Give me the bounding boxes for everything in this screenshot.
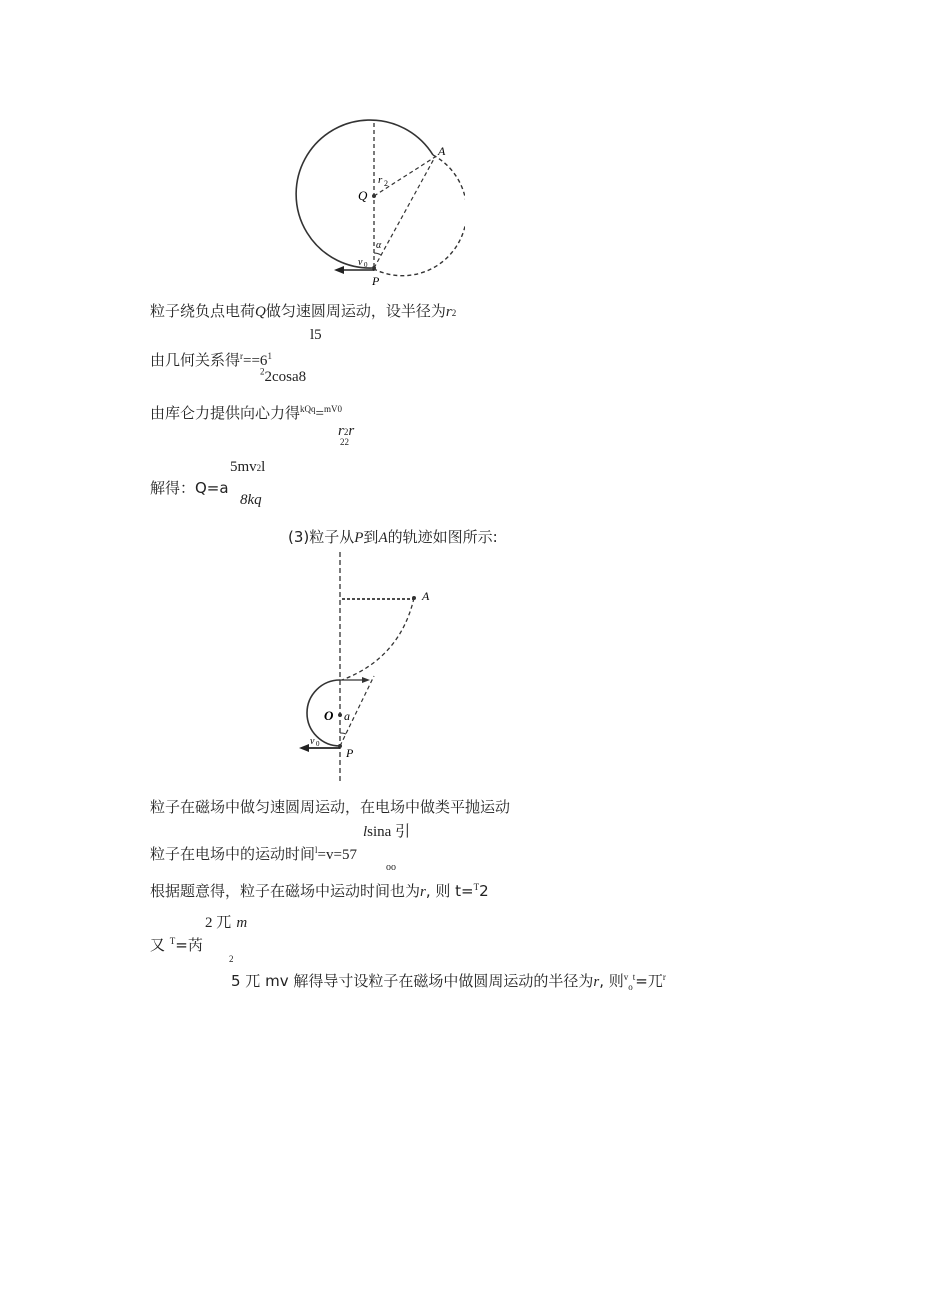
label-v: v bbox=[358, 257, 363, 268]
label-v: v bbox=[310, 736, 315, 747]
superscript: r bbox=[662, 972, 666, 982]
figure-trajectory-diagram bbox=[290, 548, 450, 788]
subscript: 2 bbox=[343, 427, 349, 437]
fraction-numerator: l5 bbox=[310, 327, 322, 343]
fraction-numerator bbox=[363, 820, 410, 841]
arrow-head bbox=[362, 677, 370, 683]
fraction-denominator: 8kq bbox=[240, 492, 262, 508]
superscript: mV0 bbox=[323, 404, 342, 414]
superscript: 2 bbox=[260, 366, 265, 377]
text-line-8 bbox=[150, 880, 489, 901]
equation: =v=57 bbox=[317, 847, 357, 863]
fraction-denominator: 2 bbox=[229, 954, 234, 964]
text-span: 由几何关系得 bbox=[150, 351, 241, 369]
text-line-4: 解得：Q=a bbox=[150, 479, 229, 497]
label-r-sub: 2 bbox=[384, 179, 388, 188]
text-line-6: 粒子在磁场中做匀速圆周运动，在电场中做类平抛运动 bbox=[150, 798, 511, 816]
equation: 5mv bbox=[230, 459, 257, 475]
text-line-2 bbox=[150, 349, 272, 370]
label-o: O bbox=[324, 708, 334, 723]
text-line-10 bbox=[231, 970, 666, 992]
dashed-arc bbox=[372, 155, 465, 276]
label-a: A bbox=[438, 144, 446, 158]
label-p: P bbox=[372, 274, 380, 288]
var-m: m bbox=[236, 915, 248, 931]
superscript: 1 bbox=[267, 351, 272, 361]
label-q: Q bbox=[358, 188, 368, 203]
text-span: 的轨迹如图所示: bbox=[387, 528, 498, 546]
equation: =芮 bbox=[175, 936, 203, 954]
chord-line bbox=[374, 157, 435, 268]
fraction-numerator bbox=[205, 911, 247, 932]
figure-circle-diagram bbox=[290, 115, 465, 290]
fraction-numerator bbox=[230, 456, 265, 476]
equation: =兀 bbox=[635, 972, 663, 990]
equation: ==6 bbox=[243, 353, 268, 369]
text-line-7 bbox=[150, 843, 357, 864]
text-span: 到 bbox=[363, 528, 379, 546]
text-span: , 则 t= bbox=[425, 882, 474, 900]
fraction-denominator: oo bbox=[386, 862, 396, 873]
subscript: 2 bbox=[451, 308, 457, 318]
angle-arc bbox=[340, 733, 346, 734]
var-r: r bbox=[338, 423, 344, 439]
var-a: A bbox=[378, 530, 388, 546]
var-r: r bbox=[348, 423, 355, 439]
arrow-head bbox=[334, 266, 344, 274]
subscript: o bbox=[628, 982, 633, 992]
parabola-path bbox=[342, 598, 414, 680]
text-span: 2 bbox=[479, 882, 489, 900]
radius-line bbox=[374, 157, 435, 196]
point-q bbox=[372, 194, 376, 198]
text-span: 5 兀 mv 解得导寸设粒子在磁场中做圆周运动的半径为 bbox=[231, 972, 594, 990]
label-v-sub: 0 bbox=[316, 740, 320, 748]
text-span: 粒子绕负点电荷 bbox=[150, 302, 256, 320]
var-p: P bbox=[354, 530, 364, 546]
fraction-denominator bbox=[260, 366, 306, 386]
text-line-9 bbox=[150, 934, 203, 955]
superscript: r bbox=[240, 351, 244, 361]
text-line-5 bbox=[288, 526, 498, 547]
text-line-1 bbox=[150, 300, 456, 321]
equation: sina 引 bbox=[367, 824, 411, 840]
label-p: P bbox=[346, 746, 354, 760]
var-r: r bbox=[445, 304, 452, 320]
text-span: 做匀速圆周运动，设半径为 bbox=[265, 302, 446, 320]
equation: 2 兀 bbox=[205, 915, 232, 931]
text-span: (3)粒子从 bbox=[288, 528, 355, 546]
label-a: A bbox=[422, 589, 430, 603]
text-span: 根据题意得，粒子在磁场中运动时间也为 bbox=[150, 882, 421, 900]
var-q: Q bbox=[255, 304, 266, 320]
subscript: 2 bbox=[256, 463, 262, 473]
equation: l bbox=[261, 459, 266, 475]
label-r: r bbox=[378, 174, 383, 186]
arrow-head bbox=[299, 744, 309, 752]
superscript: T bbox=[169, 936, 176, 946]
var-r: r bbox=[420, 884, 426, 900]
equation: 2cosa8 bbox=[264, 369, 307, 385]
superscript: T bbox=[473, 882, 480, 892]
text-span: 粒子在电场中的运动时间 bbox=[150, 845, 316, 863]
subscript-line: 22 bbox=[340, 437, 349, 447]
equation: = bbox=[315, 406, 324, 422]
label-alpha: α bbox=[376, 240, 382, 251]
point-o bbox=[338, 713, 342, 717]
text-span: , 则 bbox=[599, 972, 624, 990]
superscript: v bbox=[623, 972, 629, 982]
text-line-3 bbox=[150, 402, 342, 423]
angle-arc bbox=[374, 253, 381, 255]
superscript: l bbox=[315, 845, 318, 855]
var-r: r bbox=[593, 974, 600, 990]
var-l: l bbox=[363, 824, 368, 840]
text-span: 由库仑力提供向心力得 bbox=[150, 404, 301, 422]
superscript: t bbox=[632, 972, 636, 982]
text-span: 又 bbox=[150, 936, 166, 954]
label-alpha: a bbox=[344, 709, 350, 723]
label-v-sub: 0 bbox=[364, 261, 368, 269]
superscript: kQq bbox=[300, 404, 316, 414]
